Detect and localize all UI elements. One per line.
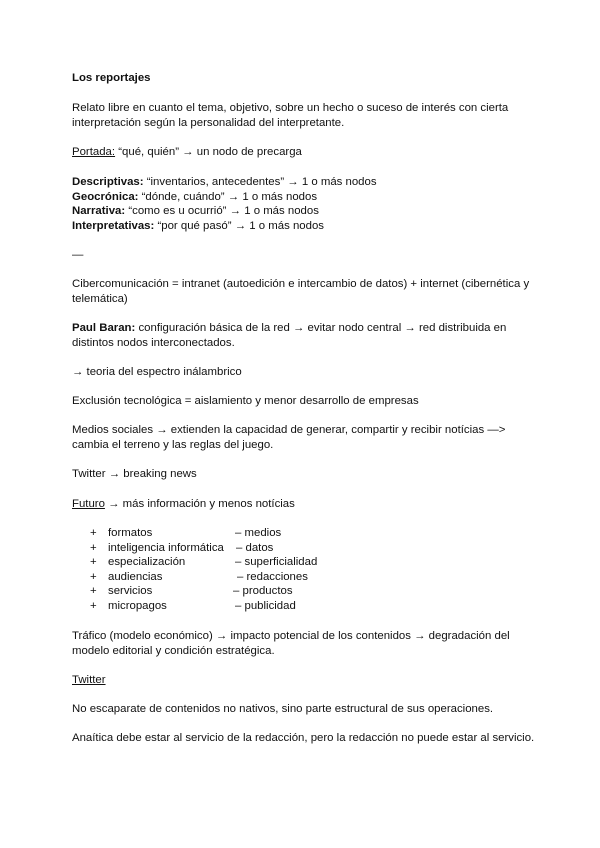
type-text: “como es u ocurrió” → 1 o más nodos [125, 205, 319, 217]
list-item-right: – datos [236, 541, 274, 554]
type-text: “dónde, cuándo” → 1 o más nodos [138, 191, 318, 203]
list-item-left: audiencias [108, 570, 163, 583]
futuro-label: Futuro [72, 498, 105, 510]
plus-bullet: + [90, 556, 97, 569]
plus-bullet: + [90, 585, 97, 598]
list-item-right: – publicidad [235, 599, 296, 612]
type-label: Narrativa: [72, 205, 126, 217]
list-item-left: servicios [108, 585, 153, 598]
section-separator: — [72, 249, 84, 261]
plus-bullet: + [90, 599, 97, 612]
intro-paragraph: Relato libre en cuanto el tema, objetivo, sobre un hecho o suceso de interés con cierta interpretación según la personalidad del interpretante. [72, 102, 509, 129]
twitter-heading: Twitter [72, 674, 106, 686]
futuro-text: → más información y menos notícias [104, 498, 295, 510]
list-item-right: – redacciones [237, 570, 308, 583]
type-label: Descriptivas: [72, 176, 144, 188]
teoria-line: → teoria del espectro inálambrico [72, 366, 242, 378]
list-item-right: – productos [233, 585, 293, 598]
medios-paragraph: Medios sociales → extienden la capacidad de generar, compartir y recibir notícias —> cambia el terreno y las reglas del juego. [72, 424, 506, 451]
list-item-left: formatos [108, 527, 153, 539]
list-item-left: especialización [108, 556, 186, 569]
baran-text: configuración básica de la red → evitar nodo central → red distribuida en distintos nodos interconectados. [72, 322, 507, 349]
portada-text: “qué, quién” → un nodo de precarga [115, 146, 302, 158]
twitter-breaking-line: Twitter → breaking news [72, 468, 197, 480]
portada-line [72, 145, 534, 160]
type-interpretativas [72, 219, 534, 234]
trafico-paragraph: Tráfico (modelo económico) → impacto potencial de los contenidos → degradación del modelo editorial y condición estratégica. [72, 630, 510, 657]
exclusion-line: Exclusión tecnológica = aislamiento y menor desarrollo de empresas [72, 395, 419, 407]
type-text: “inventarios, antecedentes” → 1 o más nodos [143, 176, 377, 188]
baran-label: Paul Baran: [72, 322, 136, 334]
plus-bullet: + [90, 527, 97, 539]
type-label: Interpretativas: [72, 220, 155, 232]
type-descriptivas [72, 175, 534, 190]
plus-bullet: + [90, 570, 97, 583]
document-title: Los reportajes [72, 72, 151, 84]
type-geocronica [72, 190, 534, 205]
baran-paragraph [72, 321, 534, 350]
type-label: Geocrónica: [72, 191, 139, 203]
type-text: “por qué pasó” → 1 o más nodos [154, 220, 324, 232]
plus-bullet: + [90, 541, 97, 554]
type-narrativa [72, 204, 534, 219]
analitica-line: Anaítica debe estar al servicio de la redacción, pero la redacción no puede estar al servicio. [72, 732, 535, 744]
futuro-line [72, 497, 534, 512]
list-item-right: – medios [235, 527, 282, 539]
list-item-left: inteligencia informática [108, 541, 224, 554]
escaparate-line: No escaparate de contenidos no nativos, sino parte estructural de sus operaciones. [72, 703, 494, 715]
portada-label: Portada: [72, 146, 116, 158]
list-item-left: micropagos [108, 599, 167, 612]
list-item-right: – superficialidad [235, 556, 318, 569]
cibercomunicacion-paragraph: Cibercomunicación = intranet (autoedición e intercambio de datos) + internet (cibernética y telemática) [72, 278, 530, 305]
